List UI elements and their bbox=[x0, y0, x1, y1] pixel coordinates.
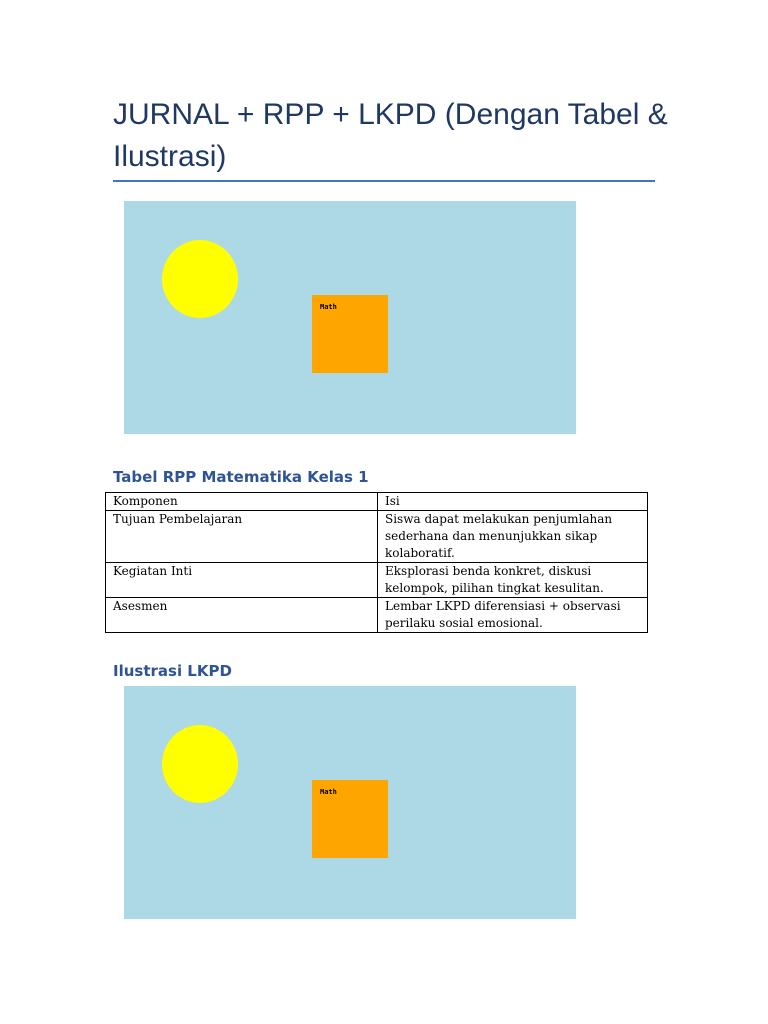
math-box-label: Math bbox=[320, 788, 337, 796]
row-komponen: Asesmen bbox=[106, 598, 378, 633]
row-isi: Eksplorasi benda konkret, diskusi kelompok, pilihan tingkat kesulitan. bbox=[378, 563, 648, 598]
illustration-top bbox=[124, 201, 576, 434]
table-heading: Tabel RPP Matematika Kelas 1 bbox=[113, 468, 369, 486]
math-box-label: Math bbox=[320, 303, 337, 311]
table-row bbox=[106, 511, 648, 563]
row-komponen: Tujuan Pembelajaran bbox=[106, 511, 378, 563]
header-isi: Isi bbox=[378, 493, 648, 511]
math-box bbox=[312, 295, 388, 373]
math-box bbox=[312, 780, 388, 858]
header-komponen: Komponen bbox=[106, 493, 378, 511]
illustration-lkpd bbox=[124, 686, 576, 919]
sun-shape bbox=[162, 240, 238, 318]
rpp-table bbox=[105, 492, 648, 633]
row-isi: Siswa dapat melakukan penjumlahan sederhana dan menunjukkan sikap kolaboratif. bbox=[378, 511, 648, 563]
table-row bbox=[106, 563, 648, 598]
document-title: JURNAL + RPP + LKPD (Dengan Tabel & Ilustrasi) bbox=[113, 98, 668, 173]
row-isi: Lembar LKPD diferensiasi + observasi perilaku sosial emosional. bbox=[378, 598, 648, 633]
row-komponen: Kegiatan Inti bbox=[106, 563, 378, 598]
table-row bbox=[106, 598, 648, 633]
title-underline bbox=[113, 180, 655, 182]
lkpd-heading: Ilustrasi LKPD bbox=[113, 662, 232, 680]
sun-shape bbox=[162, 725, 238, 803]
table-header-row bbox=[106, 493, 648, 511]
